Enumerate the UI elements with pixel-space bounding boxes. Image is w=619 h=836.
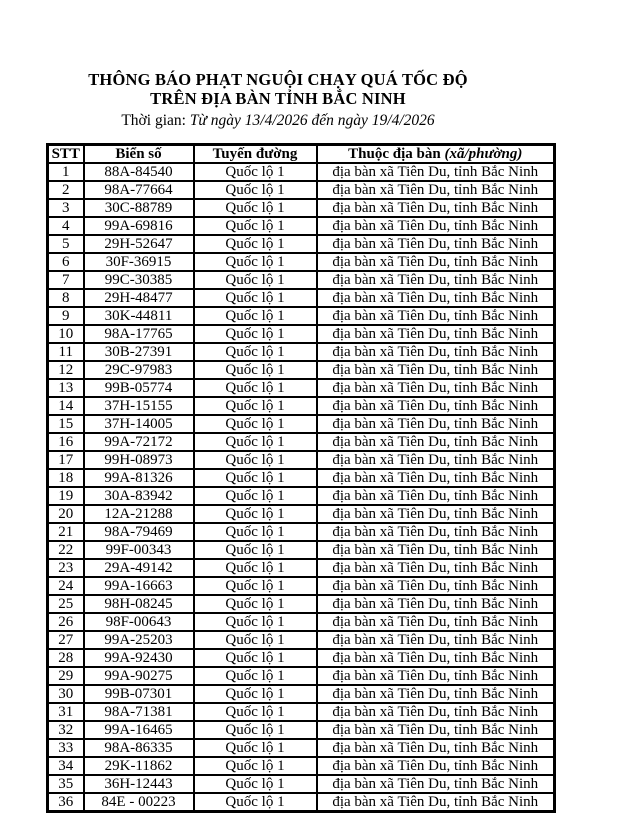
table-row	[48, 757, 555, 775]
cell-area: địa bàn xã Tiên Du, tỉnh Bắc Ninh	[317, 541, 555, 559]
cell-route: Quốc lộ 1	[194, 235, 317, 253]
cell-area: địa bàn xã Tiên Du, tỉnh Bắc Ninh	[317, 739, 555, 757]
cell-route: Quốc lộ 1	[194, 397, 317, 415]
cell-route: Quốc lộ 1	[194, 631, 317, 649]
cell-route: Quốc lộ 1	[194, 667, 317, 685]
column-header-bien-so: Biển số	[84, 145, 194, 164]
cell-stt: 29	[48, 667, 84, 685]
table-row	[48, 235, 555, 253]
cell-stt: 10	[48, 325, 84, 343]
cell-plate-number: 30A-83942	[84, 487, 194, 505]
table-row	[48, 721, 555, 739]
cell-stt: 22	[48, 541, 84, 559]
cell-stt: 34	[48, 757, 84, 775]
cell-route: Quốc lộ 1	[194, 415, 317, 433]
table-row	[48, 433, 555, 451]
cell-stt: 12	[48, 361, 84, 379]
cell-area: địa bàn xã Tiên Du, tỉnh Bắc Ninh	[317, 217, 555, 235]
cell-area: địa bàn xã Tiên Du, tỉnh Bắc Ninh	[317, 757, 555, 775]
cell-route: Quốc lộ 1	[194, 433, 317, 451]
table-row	[48, 469, 555, 487]
cell-area: địa bàn xã Tiên Du, tỉnh Bắc Ninh	[317, 235, 555, 253]
cell-plate-number: 29A-49142	[84, 559, 194, 577]
table-row	[48, 181, 555, 199]
cell-plate-number: 99F-00343	[84, 541, 194, 559]
cell-stt: 31	[48, 703, 84, 721]
cell-area: địa bàn xã Tiên Du, tỉnh Bắc Ninh	[317, 631, 555, 649]
cell-plate-number: 98A-77664	[84, 181, 194, 199]
table-row	[48, 559, 555, 577]
cell-area: địa bàn xã Tiên Du, tỉnh Bắc Ninh	[317, 181, 555, 199]
cell-plate-number: 99A-72172	[84, 433, 194, 451]
cell-plate-number: 99A-16465	[84, 721, 194, 739]
table-row	[48, 577, 555, 595]
cell-area: địa bàn xã Tiên Du, tỉnh Bắc Ninh	[317, 649, 555, 667]
cell-plate-number: 29H-48477	[84, 289, 194, 307]
cell-stt: 21	[48, 523, 84, 541]
cell-plate-number: 29H-52647	[84, 235, 194, 253]
cell-area: địa bàn xã Tiên Du, tỉnh Bắc Ninh	[317, 163, 555, 181]
cell-stt: 2	[48, 181, 84, 199]
cell-plate-number: 30K-44811	[84, 307, 194, 325]
cell-stt: 30	[48, 685, 84, 703]
cell-plate-number: 99B-07301	[84, 685, 194, 703]
cell-area: địa bàn xã Tiên Du, tỉnh Bắc Ninh	[317, 361, 555, 379]
cell-plate-number: 88A-84540	[84, 163, 194, 181]
cell-route: Quốc lộ 1	[194, 775, 317, 793]
table-row	[48, 379, 555, 397]
cell-area: địa bàn xã Tiên Du, tỉnh Bắc Ninh	[317, 595, 555, 613]
table-row	[48, 325, 555, 343]
cell-plate-number: 84E - 00223	[84, 793, 194, 812]
cell-route: Quốc lộ 1	[194, 163, 317, 181]
cell-area: địa bàn xã Tiên Du, tỉnh Bắc Ninh	[317, 199, 555, 217]
cell-plate-number: 99A-92430	[84, 649, 194, 667]
cell-plate-number: 29K-11862	[84, 757, 194, 775]
cell-stt: 13	[48, 379, 84, 397]
cell-route: Quốc lộ 1	[194, 271, 317, 289]
cell-area: địa bàn xã Tiên Du, tỉnh Bắc Ninh	[317, 523, 555, 541]
cell-plate-number: 99B-05774	[84, 379, 194, 397]
table-row	[48, 685, 555, 703]
cell-stt: 1	[48, 163, 84, 181]
cell-area: địa bàn xã Tiên Du, tỉnh Bắc Ninh	[317, 487, 555, 505]
cell-stt: 16	[48, 433, 84, 451]
document-date-range	[0, 112, 556, 129]
cell-route: Quốc lộ 1	[194, 793, 317, 812]
cell-area: địa bàn xã Tiên Du, tỉnh Bắc Ninh	[317, 703, 555, 721]
cell-route: Quốc lộ 1	[194, 343, 317, 361]
cell-stt: 36	[48, 793, 84, 812]
cell-route: Quốc lộ 1	[194, 703, 317, 721]
document-title-block	[0, 71, 556, 129]
document-title-line2: TRÊN ĐỊA BÀN TỈNH BẮC NINH	[150, 88, 406, 108]
cell-plate-number: 36H-12443	[84, 775, 194, 793]
table-row	[48, 415, 555, 433]
cell-route: Quốc lộ 1	[194, 685, 317, 703]
table-row	[48, 667, 555, 685]
table-row	[48, 631, 555, 649]
column-header-stt: STT	[48, 145, 84, 164]
cell-route: Quốc lộ 1	[194, 325, 317, 343]
cell-stt: 6	[48, 253, 84, 271]
cell-route: Quốc lộ 1	[194, 253, 317, 271]
cell-stt: 17	[48, 451, 84, 469]
cell-stt: 4	[48, 217, 84, 235]
cell-plate-number: 30C-88789	[84, 199, 194, 217]
table-row	[48, 397, 555, 415]
table-row	[48, 253, 555, 271]
cell-area: địa bàn xã Tiên Du, tỉnh Bắc Ninh	[317, 577, 555, 595]
cell-plate-number: 12A-21288	[84, 505, 194, 523]
cell-route: Quốc lộ 1	[194, 181, 317, 199]
table-row	[48, 307, 555, 325]
cell-stt: 9	[48, 307, 84, 325]
cell-route: Quốc lộ 1	[194, 505, 317, 523]
cell-area: địa bàn xã Tiên Du, tỉnh Bắc Ninh	[317, 775, 555, 793]
cell-area: địa bàn xã Tiên Du, tỉnh Bắc Ninh	[317, 307, 555, 325]
cell-plate-number: 98A-17765	[84, 325, 194, 343]
cell-area: địa bàn xã Tiên Du, tỉnh Bắc Ninh	[317, 469, 555, 487]
cell-plate-number: 98A-79469	[84, 523, 194, 541]
cell-stt: 28	[48, 649, 84, 667]
cell-area: địa bàn xã Tiên Du, tỉnh Bắc Ninh	[317, 271, 555, 289]
cell-stt: 23	[48, 559, 84, 577]
cell-stt: 25	[48, 595, 84, 613]
cell-route: Quốc lộ 1	[194, 559, 317, 577]
cell-area: địa bàn xã Tiên Du, tỉnh Bắc Ninh	[317, 415, 555, 433]
cell-stt: 32	[48, 721, 84, 739]
cell-plate-number: 99A-90275	[84, 667, 194, 685]
table-row	[48, 343, 555, 361]
table-row	[48, 793, 555, 812]
cell-area: địa bàn xã Tiên Du, tỉnh Bắc Ninh	[317, 685, 555, 703]
table-row	[48, 361, 555, 379]
column-header-tuyen-duong: Tuyến đường	[194, 145, 317, 164]
cell-route: Quốc lộ 1	[194, 487, 317, 505]
column-header-dia-ban: Thuộc địa bàn (xã/phường)	[317, 145, 555, 164]
table-row	[48, 739, 555, 757]
cell-plate-number: 29C-97983	[84, 361, 194, 379]
cell-plate-number: 99A-16663	[84, 577, 194, 595]
cell-area: địa bàn xã Tiên Du, tỉnh Bắc Ninh	[317, 793, 555, 812]
cell-area: địa bàn xã Tiên Du, tỉnh Bắc Ninh	[317, 289, 555, 307]
table-row	[48, 775, 555, 793]
table-row	[48, 613, 555, 631]
cell-stt: 3	[48, 199, 84, 217]
violation-table-body	[48, 163, 555, 812]
cell-area: địa bàn xã Tiên Du, tỉnh Bắc Ninh	[317, 325, 555, 343]
table-row	[48, 163, 555, 181]
cell-area: địa bàn xã Tiên Du, tỉnh Bắc Ninh	[317, 433, 555, 451]
cell-route: Quốc lộ 1	[194, 577, 317, 595]
cell-route: Quốc lộ 1	[194, 757, 317, 775]
cell-route: Quốc lộ 1	[194, 613, 317, 631]
cell-plate-number: 99A-81326	[84, 469, 194, 487]
table-row	[48, 703, 555, 721]
cell-area: địa bàn xã Tiên Du, tỉnh Bắc Ninh	[317, 397, 555, 415]
cell-stt: 5	[48, 235, 84, 253]
cell-plate-number: 30F-36915	[84, 253, 194, 271]
cell-area: địa bàn xã Tiên Du, tỉnh Bắc Ninh	[317, 613, 555, 631]
table-row	[48, 199, 555, 217]
cell-plate-number: 99A-69816	[84, 217, 194, 235]
cell-stt: 20	[48, 505, 84, 523]
cell-route: Quốc lộ 1	[194, 595, 317, 613]
cell-plate-number: 99A-25203	[84, 631, 194, 649]
cell-stt: 24	[48, 577, 84, 595]
table-row	[48, 595, 555, 613]
cell-plate-number: 37H-14005	[84, 415, 194, 433]
violation-table-header	[48, 145, 555, 164]
cell-area: địa bàn xã Tiên Du, tỉnh Bắc Ninh	[317, 451, 555, 469]
cell-route: Quốc lộ 1	[194, 541, 317, 559]
cell-stt: 7	[48, 271, 84, 289]
cell-stt: 8	[48, 289, 84, 307]
cell-stt: 18	[48, 469, 84, 487]
cell-route: Quốc lộ 1	[194, 649, 317, 667]
cell-route: Quốc lộ 1	[194, 523, 317, 541]
header-row	[48, 145, 555, 164]
table-row	[48, 541, 555, 559]
cell-stt: 27	[48, 631, 84, 649]
cell-route: Quốc lộ 1	[194, 451, 317, 469]
cell-area: địa bàn xã Tiên Du, tỉnh Bắc Ninh	[317, 505, 555, 523]
cell-area: địa bàn xã Tiên Du, tỉnh Bắc Ninh	[317, 559, 555, 577]
table-row	[48, 271, 555, 289]
cell-stt: 15	[48, 415, 84, 433]
cell-stt: 11	[48, 343, 84, 361]
table-row	[48, 451, 555, 469]
cell-route: Quốc lộ 1	[194, 289, 317, 307]
cell-area: địa bàn xã Tiên Du, tỉnh Bắc Ninh	[317, 721, 555, 739]
cell-plate-number: 99H-08973	[84, 451, 194, 469]
cell-area: địa bàn xã Tiên Du, tỉnh Bắc Ninh	[317, 343, 555, 361]
table-row	[48, 289, 555, 307]
table-row	[48, 649, 555, 667]
table-row	[48, 505, 555, 523]
date-range-value: Từ ngày 13/4/2026 đến ngày 19/4/2026	[189, 112, 435, 129]
cell-route: Quốc lộ 1	[194, 199, 317, 217]
date-range-label: Thời gian:	[121, 112, 190, 129]
cell-area: địa bàn xã Tiên Du, tỉnh Bắc Ninh	[317, 379, 555, 397]
cell-plate-number: 99C-30385	[84, 271, 194, 289]
cell-route: Quốc lộ 1	[194, 721, 317, 739]
cell-route: Quốc lộ 1	[194, 217, 317, 235]
cell-area: địa bàn xã Tiên Du, tỉnh Bắc Ninh	[317, 667, 555, 685]
cell-plate-number: 37H-15155	[84, 397, 194, 415]
cell-route: Quốc lộ 1	[194, 307, 317, 325]
cell-plate-number: 98H-08245	[84, 595, 194, 613]
table-row	[48, 523, 555, 541]
cell-stt: 19	[48, 487, 84, 505]
cell-route: Quốc lộ 1	[194, 361, 317, 379]
cell-plate-number: 98A-86335	[84, 739, 194, 757]
cell-area: địa bàn xã Tiên Du, tỉnh Bắc Ninh	[317, 253, 555, 271]
violation-table	[46, 143, 556, 813]
document-title-line1: THÔNG BÁO PHẠT NGUỘI CHẠY QUÁ TỐC ĐỘ	[88, 70, 468, 89]
cell-stt: 26	[48, 613, 84, 631]
cell-route: Quốc lộ 1	[194, 379, 317, 397]
cell-stt: 35	[48, 775, 84, 793]
table-row	[48, 487, 555, 505]
cell-stt: 33	[48, 739, 84, 757]
cell-plate-number: 30B-27391	[84, 343, 194, 361]
cell-stt: 14	[48, 397, 84, 415]
cell-route: Quốc lộ 1	[194, 739, 317, 757]
cell-route: Quốc lộ 1	[194, 469, 317, 487]
cell-plate-number: 98A-71381	[84, 703, 194, 721]
table-row	[48, 217, 555, 235]
cell-plate-number: 98F-00643	[84, 613, 194, 631]
column-header-dia-ban-italic: (xã/phường)	[444, 146, 523, 162]
